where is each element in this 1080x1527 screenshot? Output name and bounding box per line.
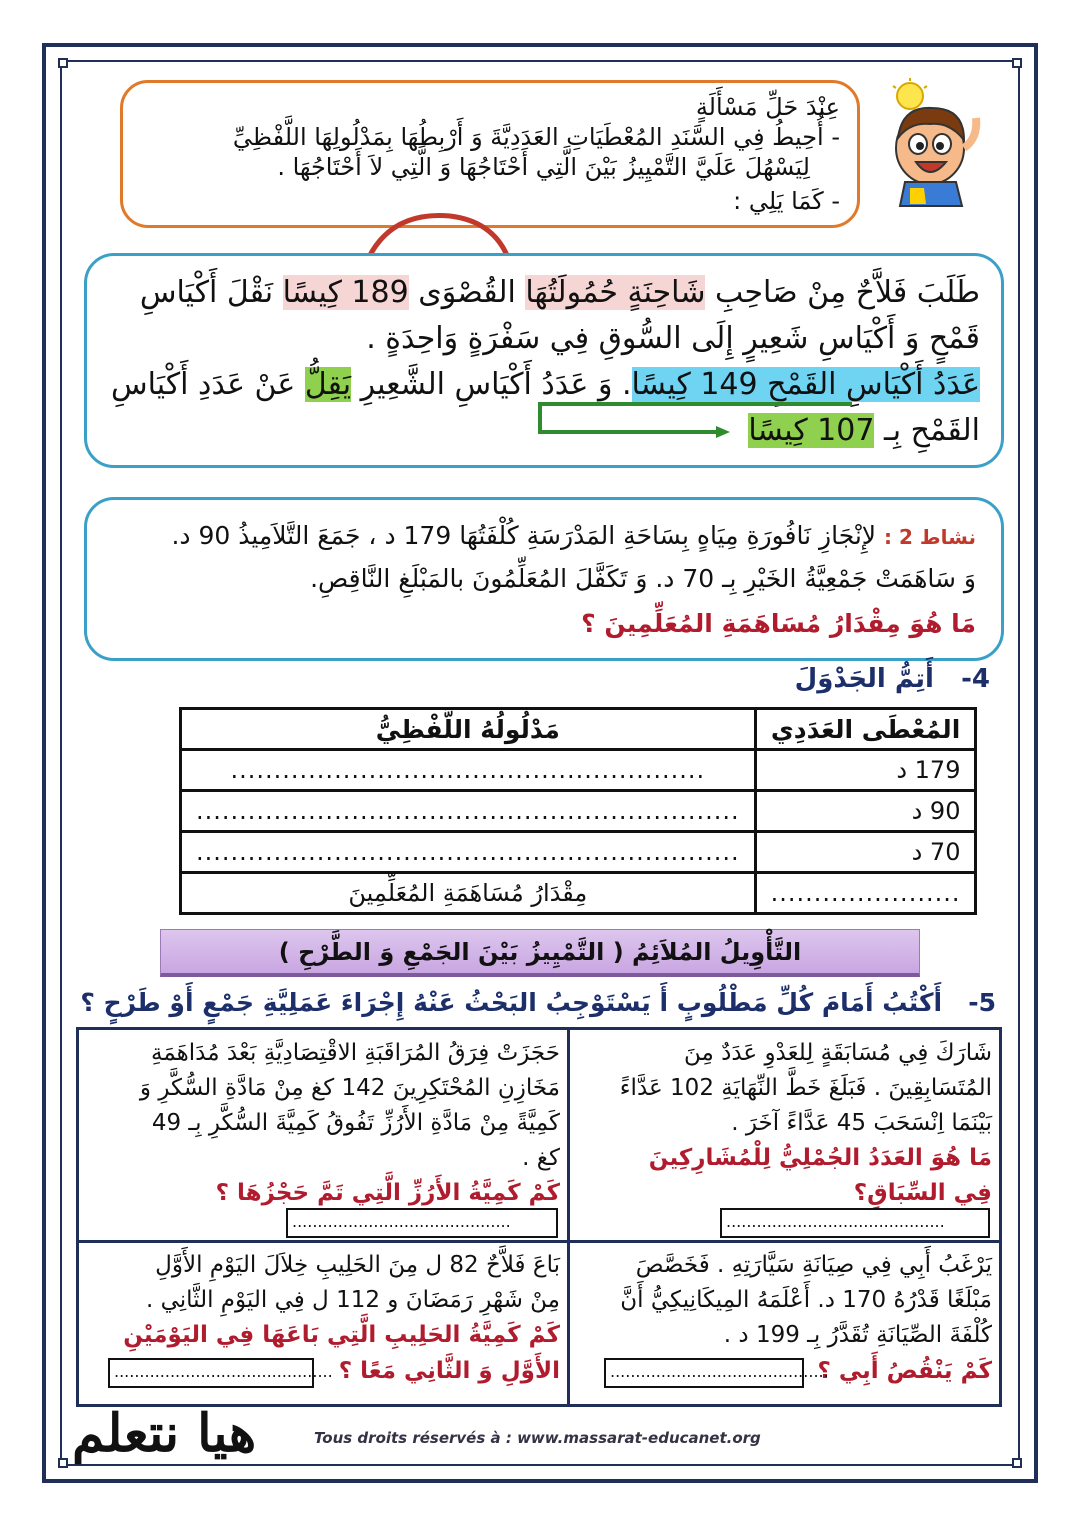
activity-text: لإِنْجَازِ نَافُورَةِ مِيَاهٍ بِسَاحَةِ المَدْرَسَةِ كُلْفَتُهَا 179 د ، جَمَعَ التَّلاَمِيذُ 90 د. xyxy=(171,521,877,550)
problem-line-1 xyxy=(110,270,980,316)
answer-dots: ........................................... xyxy=(292,1212,511,1231)
answer-dots: ........................................... xyxy=(114,1362,333,1381)
answer-box[interactable] xyxy=(286,1208,558,1238)
cell-text-line: بَاعَ فَلاَّحٌ 82 ل مِنَ الحَلِيبِ خِلاَلَ اليَوْمِ الأَوَّلِ xyxy=(155,1252,560,1278)
green-link-arrow-icon xyxy=(530,396,860,440)
cell-text-line: مَبْلَغًا قَدْرُهُ 170 د. أَعْلَمَهُ المِيكَانِيكِيُّ أَنَّ xyxy=(620,1287,992,1313)
activity-line-2: وَ سَاهَمَتْ جَمْعِيَّةُ الخَيْرِ بِـ 70 د. وَ تَكَفَّلَ المُعَلِّمُونَ بالمَبْلَغِ النَّاقِصِ. xyxy=(310,564,976,593)
cell-text-line: المُتَسَابِقِينَ . فَبَلَغَ خَطَّ النِّهَايَةِ 102 عَدَّاءً xyxy=(619,1075,992,1101)
cell-text-line: مِنْ شَهْرِ رَمَضَانَ و 112 ل فِي اليَوْمِ الثَّانِي . xyxy=(145,1287,560,1313)
cell-question: كَمْ كَمِيَّةُ الأَرُزِّ الَّتِي تَمَّ حَجْزُهَا ؟ xyxy=(215,1180,560,1206)
cell-question: كَمْ كَمِيَّةُ الحَلِيبِ الَّتِي بَاعَهَا فِي اليَوْمَيْنِ xyxy=(123,1322,560,1348)
cell-text-line: حَجَزَتْ فِرَقُ المُرَاقَبَةِ الاقْتِصَادِيَّةِ بَعْدَ مُدَاهَمَةِ xyxy=(150,1040,560,1066)
cell-question: الأَوَّلِ وَ الثَّانِي مَعًا ؟ xyxy=(338,1358,560,1384)
problem-text: القَمْحِ بِـ xyxy=(874,413,980,448)
table-row xyxy=(181,832,976,873)
table-cell-number: 90 د xyxy=(755,791,976,832)
less-than-highlight: يَقِلُّ xyxy=(304,367,352,402)
cell-text-line: يَرْغَبُ أَبِي فِي صِيَانَةِ سَيَّارَتِهِ . فَخَصَّصَ xyxy=(635,1252,992,1278)
interpretation-banner: التَّأْوِيلُ المُلاَئِمُ ( التَّمْيِيزُ بَيْنَ الجَمْعِ وَ الطَّرْحِ ) xyxy=(160,929,920,977)
cell-text-line: كَمِيَّةً مِنْ مَادَّةِ الأَرُزِّ تَفُوقُ كَمِيَّةَ السُّكَّرِ بِـ 49 xyxy=(151,1110,560,1136)
tip-bullet-1: - أُحِيطُ فِي السَّنَدِ المُعْطَيَاتِ العَدَدِيَّةَ وَ أَرْبِطُهَا بِمَدْلُولِهَا اللَّفْظِيِّ xyxy=(232,123,840,151)
table-cell-blank[interactable]: ...................... xyxy=(755,873,976,914)
table-header-row xyxy=(181,709,976,750)
cell-text-line: شَارَكَ فِي مُسَابَقَةٍ لِلعَدْوِ عَدَدٌ مِنَ xyxy=(683,1040,992,1066)
frame-corner xyxy=(58,58,68,68)
table-row xyxy=(181,873,976,914)
problem-text: . وَ عَدَدُ أَكْيَاسِ الشَّعِيرِ xyxy=(351,367,632,402)
capacity-value-highlight: 189 كِيسًا xyxy=(282,275,409,310)
problem-line-2: قَمْحٍ وَ أَكْيَاسِ شَعِيرٍ إِلَى السُّوقِ فِي سَفْرَةٍ وَاحِدَةٍ . xyxy=(366,321,980,356)
handwritten-signature: هيا نتعلم xyxy=(72,1403,257,1464)
problem-text: نَقْلَ أَكْيَاسِ xyxy=(139,275,283,310)
thinking-kid-icon xyxy=(880,78,990,208)
truck-capacity-highlight: شَاحِنَةٍ حُمُولَتُهَا xyxy=(525,275,706,310)
copyright-notice: Tous droits réservés à : www.massarat-educanet.org xyxy=(314,1429,761,1447)
exercise-cell-race xyxy=(580,1036,992,1211)
table-header: مَدْلُولُهُ اللَّفْظِيُّ xyxy=(181,709,756,750)
answer-box[interactable] xyxy=(604,1358,829,1388)
exercise-cell-rice xyxy=(84,1036,560,1211)
difference-value-highlight: 107 كِيسًا xyxy=(748,413,875,448)
problem-text: طَلَبَ فَلاَّحٌ مِنْ صَاحِبِ xyxy=(705,275,980,310)
table-header: المُعْطَى العَدَدِي xyxy=(755,709,976,750)
wheat-count-highlight: عَدَدُ أَكْيَاسِ القَمْحِ 149 كِيسًا xyxy=(631,367,980,402)
exercise-cell-milk xyxy=(84,1248,560,1353)
section-number: 5- xyxy=(968,988,996,1017)
grid-divider xyxy=(567,1027,570,1407)
problem-text: القُصْوَى xyxy=(408,275,526,310)
exercise-cell-car xyxy=(580,1248,992,1353)
table-cell-label: مِقْدَارُ مُسَاهَمَةِ المُعَلِّمِينَ xyxy=(181,873,756,914)
activity-question: مَا هُوَ مِقْدَارُ مُسَاهَمَةِ المُعَلِّمِينَ ؟ xyxy=(581,609,976,638)
cell-text-line: مَخَازِنِ المُحْتَكِرِينَ 142 كغ مِنْ مَادَّةِ السُّكَّرِ وَ xyxy=(139,1075,560,1101)
cell-text-line: كغ . xyxy=(522,1145,560,1171)
table-cell-blank[interactable]: ....................................................... xyxy=(181,750,756,791)
answer-dots: ........................................... xyxy=(610,1362,829,1381)
table-row xyxy=(181,791,976,832)
table-row xyxy=(181,750,976,791)
section-title: أَتِمُّ الجَدْوَلَ xyxy=(794,664,934,694)
cell-question: كَمْ يَنْقُصُ أَبِي ؟ xyxy=(817,1358,992,1384)
tip-bullet-1-cont: لِيَسْهُلَ عَلَيَّ التَّمْيِيزُ بَيْنَ الَّتِي أَحْتَاجُهَا وَ الَّتِي لاَ أَحْتَاجُهَا . xyxy=(277,153,810,181)
section-5-heading xyxy=(80,988,996,1017)
section-4-heading xyxy=(700,664,990,694)
activity-line-1 xyxy=(110,514,976,559)
answer-box[interactable] xyxy=(108,1358,333,1388)
answer-box[interactable] xyxy=(720,1208,990,1238)
frame-corner xyxy=(58,1458,68,1468)
answer-dots: ........................................... xyxy=(726,1212,945,1231)
table-cell-number: 179 د xyxy=(755,750,976,791)
data-table xyxy=(179,707,977,915)
section-number: 4- xyxy=(961,664,990,694)
section-title: أَكْتُبُ أَمَامَ كُلِّ مَطْلُوبٍ أَ يَسْتَوْجِبُ البَحْثُ عَنْهُ إِجْرَاءَ عَمَلِيَّةِ جَمْعٍ أَوْ طَرْحٍ ؟ xyxy=(80,988,943,1017)
table-cell-blank[interactable]: ............................................................... xyxy=(181,791,756,832)
cell-question: مَا هُوَ العَدَدُ الجُمْلِيُّ لِلْمُشَارِكِينَ xyxy=(648,1145,992,1171)
table-cell-number: 70 د xyxy=(755,832,976,873)
cell-question: فِي السِّبَاقِ؟ xyxy=(853,1180,992,1206)
activity-label: نشاط 2 : xyxy=(884,525,976,549)
cell-text-line: بَيْنَمَا اِنْسَحَبَ 45 عَدَّاءً آخَرَ . xyxy=(731,1110,992,1136)
frame-corner xyxy=(1012,1458,1022,1468)
cell-text-line: كُلْفَةَ الصِّيَانَةِ تُقَدَّرُ بِـ 199 د . xyxy=(723,1322,992,1348)
grid-divider xyxy=(76,1240,1002,1243)
table-cell-blank[interactable]: ............................................................... xyxy=(181,832,756,873)
problem-text: عَنْ عَدَدِ أَكْيَاسِ xyxy=(111,367,305,402)
frame-corner xyxy=(1012,58,1022,68)
tip-title: عِنْدَ حَلِّ مَسْأَلَةٍ xyxy=(695,93,840,121)
tip-bullet-2: - كَمَا يَلِي : xyxy=(733,187,840,215)
